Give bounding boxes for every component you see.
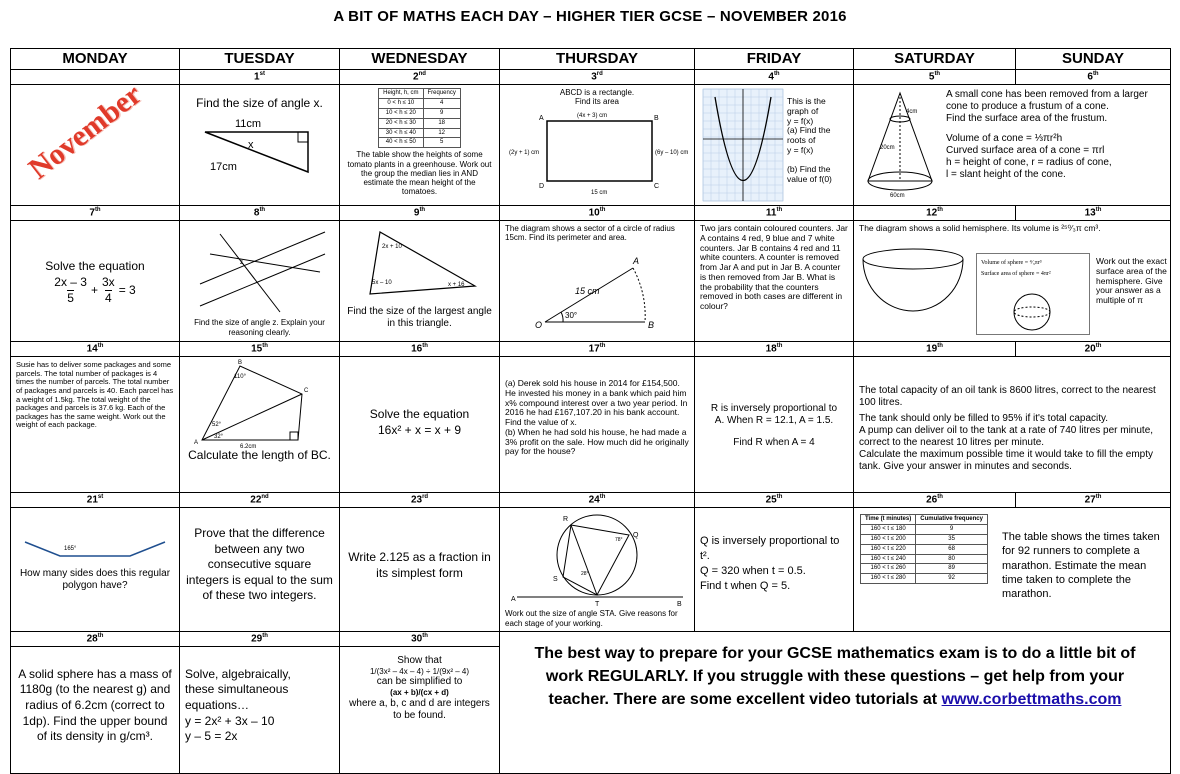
date-22: 22nd <box>180 493 340 508</box>
hemisphere-diagram <box>858 245 968 325</box>
date-21: 21st <box>11 493 180 508</box>
question-28: A solid sphere has a mass of 1180g (to the nearest g) and radius of 6.2cm (correct to 1dp). Find the upper bound of its density in g/cm³. <box>11 646 180 773</box>
svg-text:C: C <box>303 388 308 394</box>
question-12: The diagram shows a solid hemisphere. Its volume is ²⁵⁰⁄₃π cm³. Volume of sphere = ⁴⁄₃πr³ Surface area of sphere = 4πr² Work out the exact surface area of the hemisphere. Give your answer as a multiple of π <box>854 221 1171 342</box>
sector-diagram <box>505 242 685 331</box>
question-10: The diagram shows a sector of a circle of radius 15cm. Find its perimeter and area. 15 cm 30° O A B <box>500 221 695 342</box>
calendar-grid <box>10 48 1171 774</box>
question-24: R Q S T A B 78° 28° Work out the size of angle STA. Give reasons for each stage of your working. <box>500 508 695 632</box>
svg-text:78°: 78° <box>615 537 623 543</box>
question-5: 4cm 20cm 60cm A small cone has been removed from a larger cone to produce a frustum of a cone. Find the surface area of the frustum. Volume of a cone = ⅓πr²h Curved surface area of a cone = πrl h = height of cone, r = radius of cone, l = slant height of the cone. <box>854 85 1171 206</box>
date-3: 3rd <box>500 70 695 85</box>
date-24: 24th <box>500 493 695 508</box>
svg-text:A: A <box>633 256 640 267</box>
day-wednesday: WEDNESDAY <box>340 49 500 70</box>
parabola-graph <box>703 89 783 201</box>
svg-text:4cm: 4cm <box>906 109 918 115</box>
date-5: 5th <box>854 70 1016 85</box>
quadrilateral-diagram <box>190 360 330 450</box>
question-8: z Find the size of angle z. Explain your reasoning clearly. <box>180 221 340 342</box>
date-2: 2nd <box>340 70 500 85</box>
question-23: Write 2.125 as a fraction in its simplest form <box>340 508 500 632</box>
date-10: 10th <box>500 206 695 221</box>
date-9: 9th <box>340 206 500 221</box>
svg-text:28°: 28° <box>581 571 589 577</box>
day-sunday: SUNDAY <box>1016 49 1171 70</box>
month-art: November <box>22 77 148 186</box>
question-19: The total capacity of an oil tank is 8600 litres, correct to the nearest 100 litres. The tank should only be filled to 95% if it's total capacity. A pump can deliver oil to the tank at a rate of 740 litres per minute, correct to the nearest 10 litres per minute. Calculate the maximum possible time it would take to fill the empty tank. Give your answer in minutes and seconds. <box>854 357 1171 493</box>
svg-text:(2y + 1) cm: (2y + 1) cm <box>509 150 540 157</box>
question-29: Solve, algebraically, these simultaneous equations… y = 2x² + 3x – 10 y – 5 = 2x <box>180 646 340 773</box>
svg-text:O: O <box>535 320 543 331</box>
date-27: 27th <box>1016 493 1171 508</box>
date-17: 17th <box>500 342 695 357</box>
svg-text:52°: 52° <box>211 422 221 428</box>
date-11: 11th <box>695 206 854 221</box>
svg-text:A: A <box>539 115 544 123</box>
svg-text:A: A <box>511 596 516 603</box>
svg-text:20cm: 20cm <box>880 145 895 151</box>
date-25: 25th <box>695 493 854 508</box>
date-row <box>11 206 1171 221</box>
svg-text:z: z <box>239 260 243 266</box>
svg-text:11cm: 11cm <box>234 117 261 130</box>
date-26: 26th <box>854 493 1016 508</box>
question-22: Prove that the difference between any two consecutive square integers is equal to the sum of these two integers. <box>180 508 340 632</box>
footer-message: The best way to prepare for your GCSE mathematics exam is to do a little bit of work REGULARLY. If you struggle with these questions – get help from your teacher. There are some excellent video tutorials at www.corbettmaths.com <box>500 631 1171 773</box>
question-1: Find the size of angle x. 11cm 17cm x <box>180 85 340 206</box>
svg-text:x + 16: x + 16 <box>447 282 465 288</box>
question-30: Show that 1/(3x² – 4x – 4) ÷ 1/(9x² – 4) can be simplified to (ax + b)/(cx + d) where a, b, c and d are integers to be found. <box>340 646 500 773</box>
date-row <box>11 342 1171 357</box>
date-14: 14th <box>11 342 180 357</box>
circle-theorem-diagram <box>507 511 687 607</box>
date-29: 29th <box>180 631 340 646</box>
date-18: 18th <box>695 342 854 357</box>
date-8: 8th <box>180 206 340 221</box>
svg-text:110°: 110° <box>233 374 246 380</box>
rectangle-diagram <box>507 106 687 196</box>
date-12: 12th <box>854 206 1016 221</box>
date-4: 4th <box>695 70 854 85</box>
svg-text:D: D <box>539 183 545 191</box>
question-21: 165° How many sides does this regular polygon have? <box>11 508 180 632</box>
question-11: Two jars contain coloured counters. Jar A contains 4 red, 9 blue and 7 white counters. Jar B contains 4 red and 11 white counters. A counter is removed from Jar A and put in Jar B. A counter is then removed from Jar B. What is the probability that the counters removed in both cases are different in colour? <box>695 221 854 342</box>
svg-text:A: A <box>193 440 198 446</box>
question-14: Susie has to deliver some packages and some parcels. The total number of packages is 4 times the number of parcels. The total number of packages and parcels is 40. Each parcel has a weight of 1.5kg. The total weight of the packages and parcels is 37.6 kg. Each of the packages has the same weight. Work out the weight of each package. <box>11 357 180 493</box>
svg-text:15 cm: 15 cm <box>575 286 600 297</box>
svg-text:S: S <box>553 576 558 583</box>
svg-text:C: C <box>654 183 660 191</box>
date-row <box>11 493 1171 508</box>
question-4: This is the graph of y = f(x) (a) Find the roots of y = f(x) (b) Find the value of f(0) <box>695 85 854 206</box>
question-row <box>11 357 1171 493</box>
frequency-table: Height, h, cm Frequency 0 < h ≤ 10 4 10 < h ≤ 20 9 20 < h ≤ 30 18 30 < h ≤ 40 12 40 < h ≤ 50 5 <box>378 88 461 148</box>
date-30: 30th <box>340 631 500 646</box>
triangle-diagram <box>190 112 330 182</box>
day-tuesday: TUESDAY <box>180 49 340 70</box>
question-25: Q is inversely proportional to t². Q = 320 when t = 0.5. Find t when Q = 5. <box>695 508 854 632</box>
question-row <box>11 85 1171 206</box>
corbettmaths-link[interactable]: www.corbettmaths.com <box>941 691 1122 709</box>
svg-text:B: B <box>237 360 242 366</box>
svg-text:2x + 10: 2x + 10 <box>381 244 402 250</box>
svg-text:(6y – 10) cm: (6y – 10) cm <box>655 150 689 157</box>
question-15: B C A 110° 52° 32° 6.2cm Calculate the length of BC. <box>180 357 340 493</box>
svg-text:15 cm: 15 cm <box>591 190 608 197</box>
question-18: R is inversely proportional to A. When R = 12.1, A = 1.5. Find R when A = 4 <box>695 357 854 493</box>
polygon-diagram <box>20 536 170 566</box>
question-7: Solve the equation 2x – 3 5 + $\frac{3x}{4}$ = 3 <box>11 221 180 342</box>
svg-text:32°: 32° <box>213 434 223 440</box>
date-row <box>11 70 1171 85</box>
date-row <box>11 631 1171 646</box>
svg-text:B: B <box>648 320 655 331</box>
parallel-lines-diagram <box>190 224 330 316</box>
cone-diagram <box>860 89 940 201</box>
day-thursday: THURSDAY <box>500 49 695 70</box>
date-28: 28th <box>11 631 180 646</box>
question-9: 2x + 10 5x – 10 x + 16 Find the size of the largest angle in this triangle. <box>340 221 500 342</box>
cumulative-frequency-table: Time (t minutes) Cumulative frequency 160 < t ≤ 180 9 160 < t ≤ 200 35 160 < t ≤ 220 68 160 < t ≤ 240 80 160 < t ≤ 260 89 160 < t ≤ 280 92 <box>860 514 988 584</box>
day-monday: MONDAY <box>11 49 180 70</box>
date-13: 13th <box>1016 206 1171 221</box>
svg-text:B: B <box>677 601 682 608</box>
date-16: 16th <box>340 342 500 357</box>
svg-text:x: x <box>247 138 253 151</box>
triangle-diagram <box>350 224 490 304</box>
weekday-header-row <box>11 49 1171 70</box>
formula-box: Volume of sphere = ⁴⁄₃πr³ Surface area of sphere = 4πr² <box>976 253 1090 335</box>
svg-text:165°: 165° <box>64 546 77 552</box>
question-16: Solve the equation 16x² + x = x + 9 <box>340 357 500 493</box>
svg-text:B: B <box>654 115 659 123</box>
day-saturday: SATURDAY <box>854 49 1016 70</box>
svg-text:60cm: 60cm <box>890 193 905 199</box>
question-26: Time (t minutes) Cumulative frequency 160 < t ≤ 180 9 160 < t ≤ 200 35 160 < t ≤ 220 68 160 < t ≤ 240 80 160 < t ≤ 260 89 160 < t ≤ 280 92 The table shows the times taken for 92 runners to complete a marathon. Estimate the mean time taken to complete the marathon. <box>854 508 1171 632</box>
date-19: 19th <box>854 342 1016 357</box>
svg-text:Q: Q <box>633 532 639 539</box>
date-20: 20th <box>1016 342 1171 357</box>
svg-text:17cm: 17cm <box>209 160 237 173</box>
question-17: (a) Derek sold his house in 2014 for £154,500. He invested his money in a bank which paid him x% compound interest over a two year period. In 2016 he had £167,107.20 in his bank account. Find the value of x. (b) When he had sold his house, he had made a 3% profit on the sale. How much did he originally pay for the house? <box>500 357 695 493</box>
svg-text:R: R <box>563 516 569 523</box>
svg-text:30°: 30° <box>565 311 578 321</box>
question-row <box>11 508 1171 632</box>
svg-text:5x – 10: 5x – 10 <box>371 280 392 286</box>
day-friday: FRIDAY <box>695 49 854 70</box>
date-7: 7th <box>11 206 180 221</box>
svg-text:(4x + 3) cm: (4x + 3) cm <box>577 113 608 120</box>
svg-text:6.2cm: 6.2cm <box>239 444 256 450</box>
question-2: Height, h, cm Frequency 0 < h ≤ 10 4 10 < h ≤ 20 9 20 < h ≤ 30 18 30 < h ≤ 40 12 40 < h ≤ 50 5 The table show the heights of some tomato plants in a greenhouse. Work out the group the median lies in AND estimate the mean height of the tomatoes. <box>340 85 500 206</box>
question-row <box>11 221 1171 342</box>
page-title: A BIT OF MATHS EACH DAY – HIGHER TIER GCSE – NOVEMBER 2016 <box>333 8 847 25</box>
svg-text:T: T <box>595 601 600 608</box>
date-23: 23rd <box>340 493 500 508</box>
date-1: 1st <box>180 70 340 85</box>
date-6: 6th <box>1016 70 1171 85</box>
month-art-cell <box>11 77 180 206</box>
date-15: 15th <box>180 342 340 357</box>
question-3: ABCD is a rectangle. Find its area (4x + 3) cm (2y + 1) cm (6y – 10) cm 15 cm A B C D <box>500 85 695 206</box>
